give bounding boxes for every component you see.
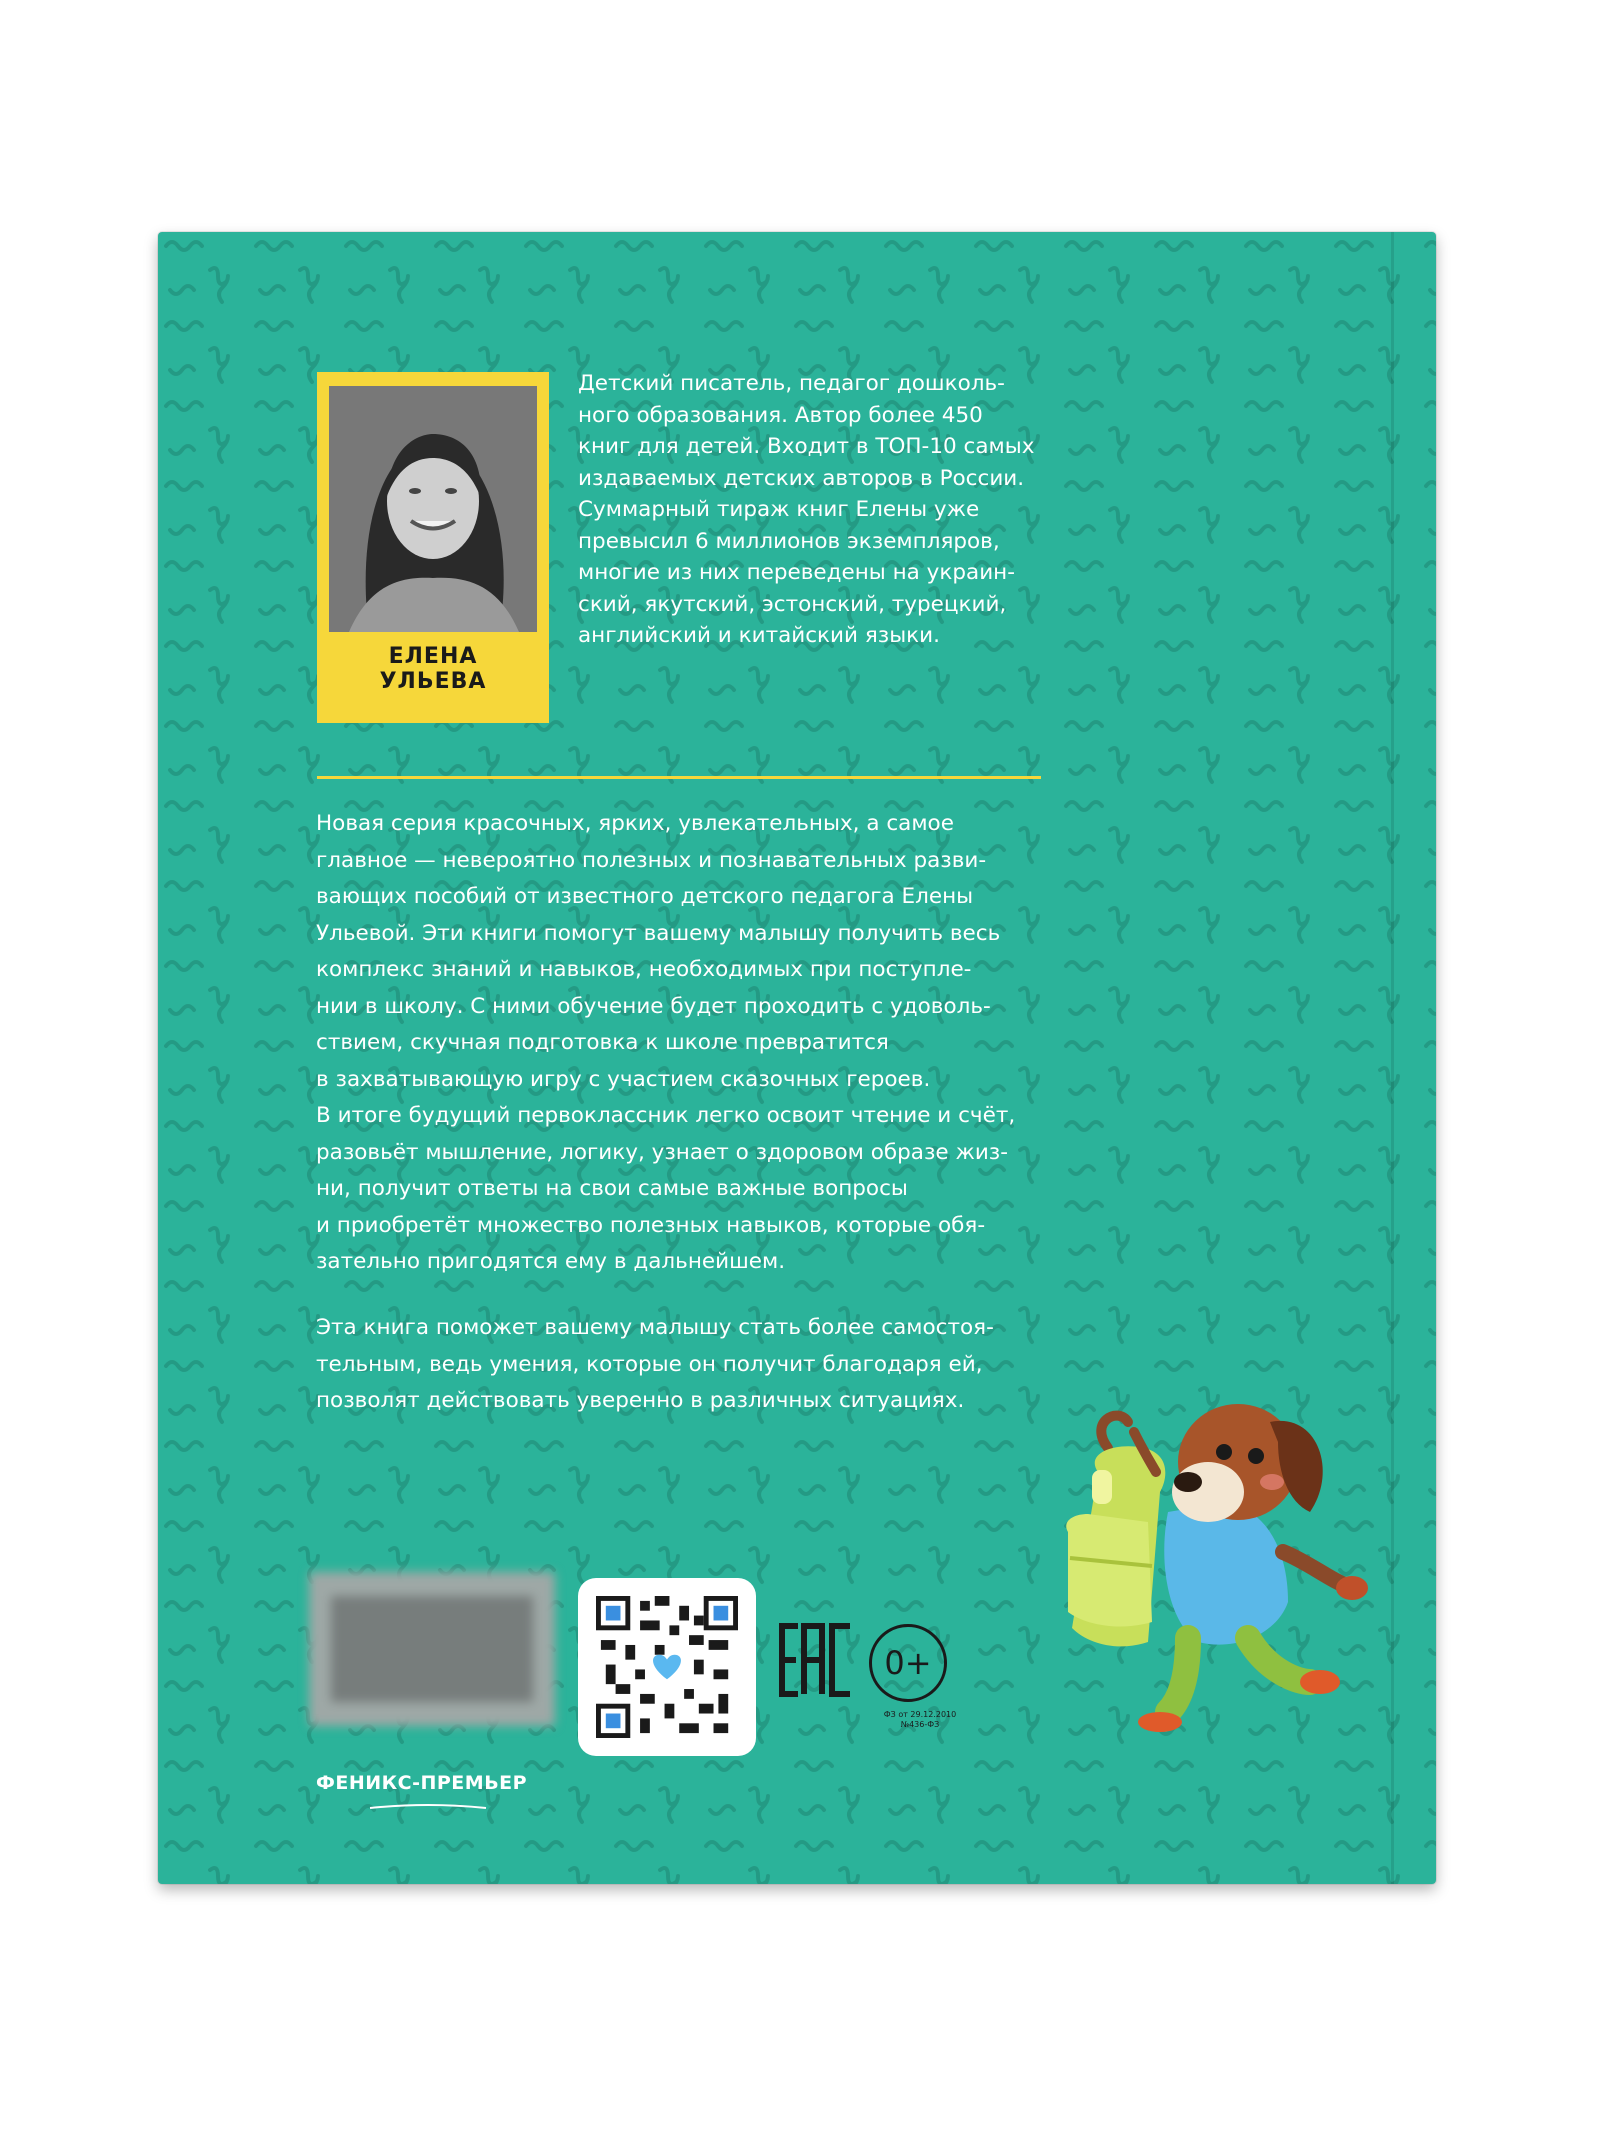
bio-line: Суммарный тираж книг Елены уже [578, 497, 980, 522]
publisher-swoosh-icon [368, 1802, 488, 1812]
dog-with-backpack-illustration [1048, 1382, 1408, 1762]
description-line: ни, получит ответы на свои самые важные вопросы [316, 1176, 908, 1201]
description-line: Эта книга поможет вашему малышу стать более самостоя- [316, 1315, 994, 1340]
age-rating-badge: 0+ [869, 1624, 947, 1702]
description-line: зательно пригодятся ему в дальнейшем. [316, 1249, 786, 1274]
bio-line: превысил 6 миллионов экземпляров, [578, 528, 1000, 554]
description-line: главное — невероятно полезных и познавательных разви- [316, 847, 987, 873]
description-line: ствием, скучная подготовка к школе превратится [316, 1030, 889, 1055]
series-description [316, 806, 1096, 1281]
description-line: тельным, ведь умения, которые он получит благодаря ей, [316, 1351, 983, 1377]
qr-code-image [596, 1596, 738, 1738]
qr-code[interactable] [578, 1578, 756, 1756]
description-line: и приобретёт множество полезных навыков, которые обя- [316, 1212, 986, 1238]
author-bio [578, 368, 1118, 652]
law-note: ФЗ от 29.12.2010 №436-ФЗ [883, 1710, 957, 1729]
description-line: разовьёт мышление, логику, узнает о здоровом образе жиз- [316, 1139, 1008, 1165]
description-line: вающих пособий от известного детского педагога Елены [316, 884, 974, 909]
bio-line: многие из них переведены на украин- [578, 560, 1015, 585]
book-back-cover [158, 232, 1436, 1884]
author-name: ЕЛЕНА УЛЬЕВА [379, 644, 487, 694]
description-line: позволят действовать уверенно в различных ситуациях. [316, 1388, 965, 1413]
description-line: В итоге будущий первоклассник легко освоит чтение и счёт, [316, 1103, 1016, 1128]
yellow-divider [317, 776, 1041, 779]
bio-line: издаваемых детских авторов в России. [578, 465, 1025, 491]
author-portrait-image [329, 386, 537, 632]
publisher-logo-text: ФЕНИКС-ПРЕМЬЕР [316, 1772, 528, 1794]
description-line: Ульевой. Эти книги помогут вашему малышу получить весь [316, 920, 1001, 946]
author-photo [329, 386, 537, 632]
book-description [316, 1310, 1096, 1420]
bio-line: английский и китайский языки. [578, 623, 940, 648]
author-card [317, 372, 549, 723]
description-line: нии в школу. С ними обучение будет проходить с удоволь- [316, 993, 991, 1019]
description-line: в захватывающую игру с участием сказочных героев. [316, 1066, 931, 1092]
bio-line: ного образования. Автор более 450 [578, 402, 983, 428]
description-line: Новая серия красочных, ярких, увлекательных, а самое [316, 811, 954, 836]
bio-line: Детский писатель, педагог дошколь- [578, 371, 1005, 396]
barcode [309, 1572, 555, 1726]
eac-mark-icon [778, 1620, 854, 1700]
description-line: комплекс знаний и навыков, необходимых при поступле- [316, 957, 972, 982]
bio-line: ский, якутский, эстонский, турецкий, [578, 591, 1007, 617]
bio-line: книг для детей. Входит в ТОП-10 самых [578, 434, 1035, 459]
